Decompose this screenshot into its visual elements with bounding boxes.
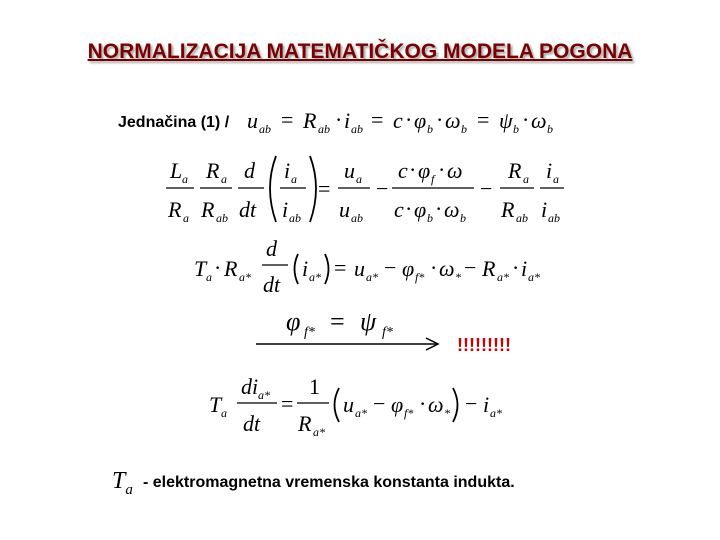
svg-text:c: c [393, 108, 403, 133]
svg-text:i: i [344, 108, 351, 133]
svg-text:d: d [266, 236, 277, 261]
svg-text:i: i [284, 158, 291, 183]
svg-text:−: − [376, 176, 389, 201]
svg-text:*: * [455, 270, 461, 284]
svg-text:i: i [546, 158, 553, 183]
svg-text:a*: a* [258, 388, 270, 402]
symbol-subscript: a [125, 481, 133, 498]
equation-current-dynamics [205, 372, 525, 440]
svg-text:=: = [281, 107, 294, 132]
svg-text:a*: a* [528, 270, 540, 284]
svg-text:R: R [482, 256, 496, 281]
svg-text:i: i [483, 392, 490, 417]
svg-text:a: a [182, 172, 188, 186]
svg-text:−: − [480, 176, 493, 201]
svg-text:·: · [430, 255, 438, 280]
svg-text:=: = [334, 255, 347, 280]
svg-text:u: u [339, 197, 350, 222]
svg-text:R: R [508, 158, 522, 183]
svg-text:dt: dt [239, 197, 257, 222]
svg-text:di: di [241, 374, 259, 399]
svg-text:a: a [553, 172, 559, 186]
svg-text:=: = [330, 307, 345, 336]
svg-text:*: * [444, 406, 450, 420]
svg-text:R: R [501, 197, 515, 222]
svg-text:φ: φ [286, 307, 301, 336]
svg-text:φ: φ [414, 108, 427, 133]
svg-text:·: · [522, 107, 530, 132]
svg-text:·: · [405, 107, 413, 132]
svg-text:b: b [547, 122, 553, 136]
svg-text:f*: f* [404, 406, 414, 420]
svg-text:a*: a* [239, 270, 251, 284]
svg-text:dt: dt [243, 411, 261, 436]
svg-text:a*: a* [497, 270, 509, 284]
equation-per-unit [190, 236, 570, 298]
equation-label: Jednačina (1) / [118, 114, 230, 131]
svg-text:b: b [461, 122, 467, 136]
svg-text:ab: ab [351, 211, 363, 225]
svg-text:a: a [221, 172, 227, 186]
svg-text:a*: a* [313, 425, 325, 439]
substitution-arrow [250, 300, 450, 356]
svg-text:i: i [541, 197, 548, 222]
svg-text:f*: f* [415, 270, 425, 284]
svg-text:·: · [214, 255, 222, 280]
svg-text:a: a [183, 211, 189, 225]
svg-text:u: u [354, 256, 365, 281]
svg-text:a: a [356, 172, 362, 186]
svg-text:b: b [513, 122, 519, 136]
svg-text:ab: ab [318, 122, 330, 136]
svg-text:b: b [427, 122, 433, 136]
svg-text:=: = [371, 107, 384, 132]
svg-text:c: c [398, 158, 408, 183]
svg-text:a*: a* [355, 406, 367, 420]
svg-text:ψ: ψ [499, 108, 513, 133]
svg-text:R: R [206, 158, 220, 183]
svg-text:φ: φ [414, 197, 427, 222]
equation-normalized-fractions [160, 150, 570, 230]
svg-text:φ: φ [402, 256, 415, 281]
svg-text:·: · [438, 157, 446, 182]
svg-text:f: f [431, 172, 435, 186]
svg-text:R: R [303, 108, 317, 133]
svg-text:a*: a* [490, 406, 502, 420]
svg-text:f*: f* [382, 325, 393, 340]
svg-text:·: · [419, 391, 427, 416]
svg-text:=: = [318, 176, 331, 201]
svg-text:−: − [465, 391, 478, 416]
svg-text:−: − [384, 255, 397, 280]
svg-text:ω: ω [444, 197, 460, 222]
time-constant-symbol [112, 468, 133, 499]
svg-text:d: d [244, 158, 255, 183]
svg-text:ω: ω [439, 256, 455, 281]
svg-text:ω: ω [447, 158, 463, 183]
svg-text:·: · [405, 196, 413, 221]
svg-text:−: − [373, 391, 386, 416]
svg-text:=: = [281, 391, 294, 416]
svg-text:R: R [168, 197, 182, 222]
svg-text:·: · [409, 157, 417, 182]
svg-text:T: T [194, 256, 207, 281]
svg-text:φ: φ [391, 392, 404, 417]
svg-text:ab: ab [259, 122, 271, 136]
svg-text:−: − [464, 255, 477, 280]
time-constant-description: - elektromagnetna vremenska konstanta indukta. [143, 474, 515, 491]
svg-text:dt: dt [263, 272, 281, 297]
svg-text:·: · [335, 107, 343, 132]
svg-text:L: L [170, 158, 183, 183]
svg-text:b: b [427, 211, 433, 225]
svg-text:i: i [282, 197, 289, 222]
svg-text:·: · [512, 255, 520, 280]
svg-text:a: a [221, 406, 227, 420]
svg-text:c: c [394, 197, 404, 222]
svg-text:u: u [247, 108, 258, 133]
svg-text:u: u [344, 158, 355, 183]
svg-text:f*: f* [304, 325, 315, 340]
svg-text:ab: ab [548, 211, 560, 225]
svg-text:R: R [201, 197, 215, 222]
svg-text:ω: ω [428, 392, 444, 417]
svg-text:·: · [435, 196, 443, 221]
svg-text:T: T [209, 392, 222, 417]
svg-text:R: R [224, 256, 238, 281]
svg-text:a: a [523, 172, 529, 186]
attention-note: !!!!!!!!! [457, 335, 511, 355]
svg-text:b: b [460, 211, 466, 225]
svg-text:φ: φ [418, 158, 431, 183]
svg-text:R: R [298, 411, 312, 436]
svg-text:ab: ab [516, 211, 528, 225]
svg-text:·: · [436, 107, 444, 132]
svg-text:ω: ω [531, 108, 547, 133]
svg-text:u: u [343, 392, 354, 417]
symbol-letter: T [112, 468, 126, 494]
svg-text:a*: a* [366, 270, 378, 284]
svg-text:i: i [521, 256, 528, 281]
svg-text:ω: ω [445, 108, 461, 133]
slide-title: NORMALIZACIJA MATEMATIČKOG MODELA POGONA [87, 40, 633, 63]
svg-text:=: = [477, 107, 490, 132]
svg-text:a: a [291, 172, 297, 186]
svg-text:a: a [206, 270, 212, 284]
svg-text:1: 1 [309, 374, 320, 399]
svg-text:i: i [302, 256, 309, 281]
svg-text:ab: ab [351, 122, 363, 136]
svg-text:ψ: ψ [360, 307, 377, 336]
svg-text:ab: ab [216, 211, 228, 225]
svg-text:a*: a* [309, 270, 321, 284]
svg-text:ab: ab [289, 211, 301, 225]
equation-base-values [245, 100, 575, 140]
